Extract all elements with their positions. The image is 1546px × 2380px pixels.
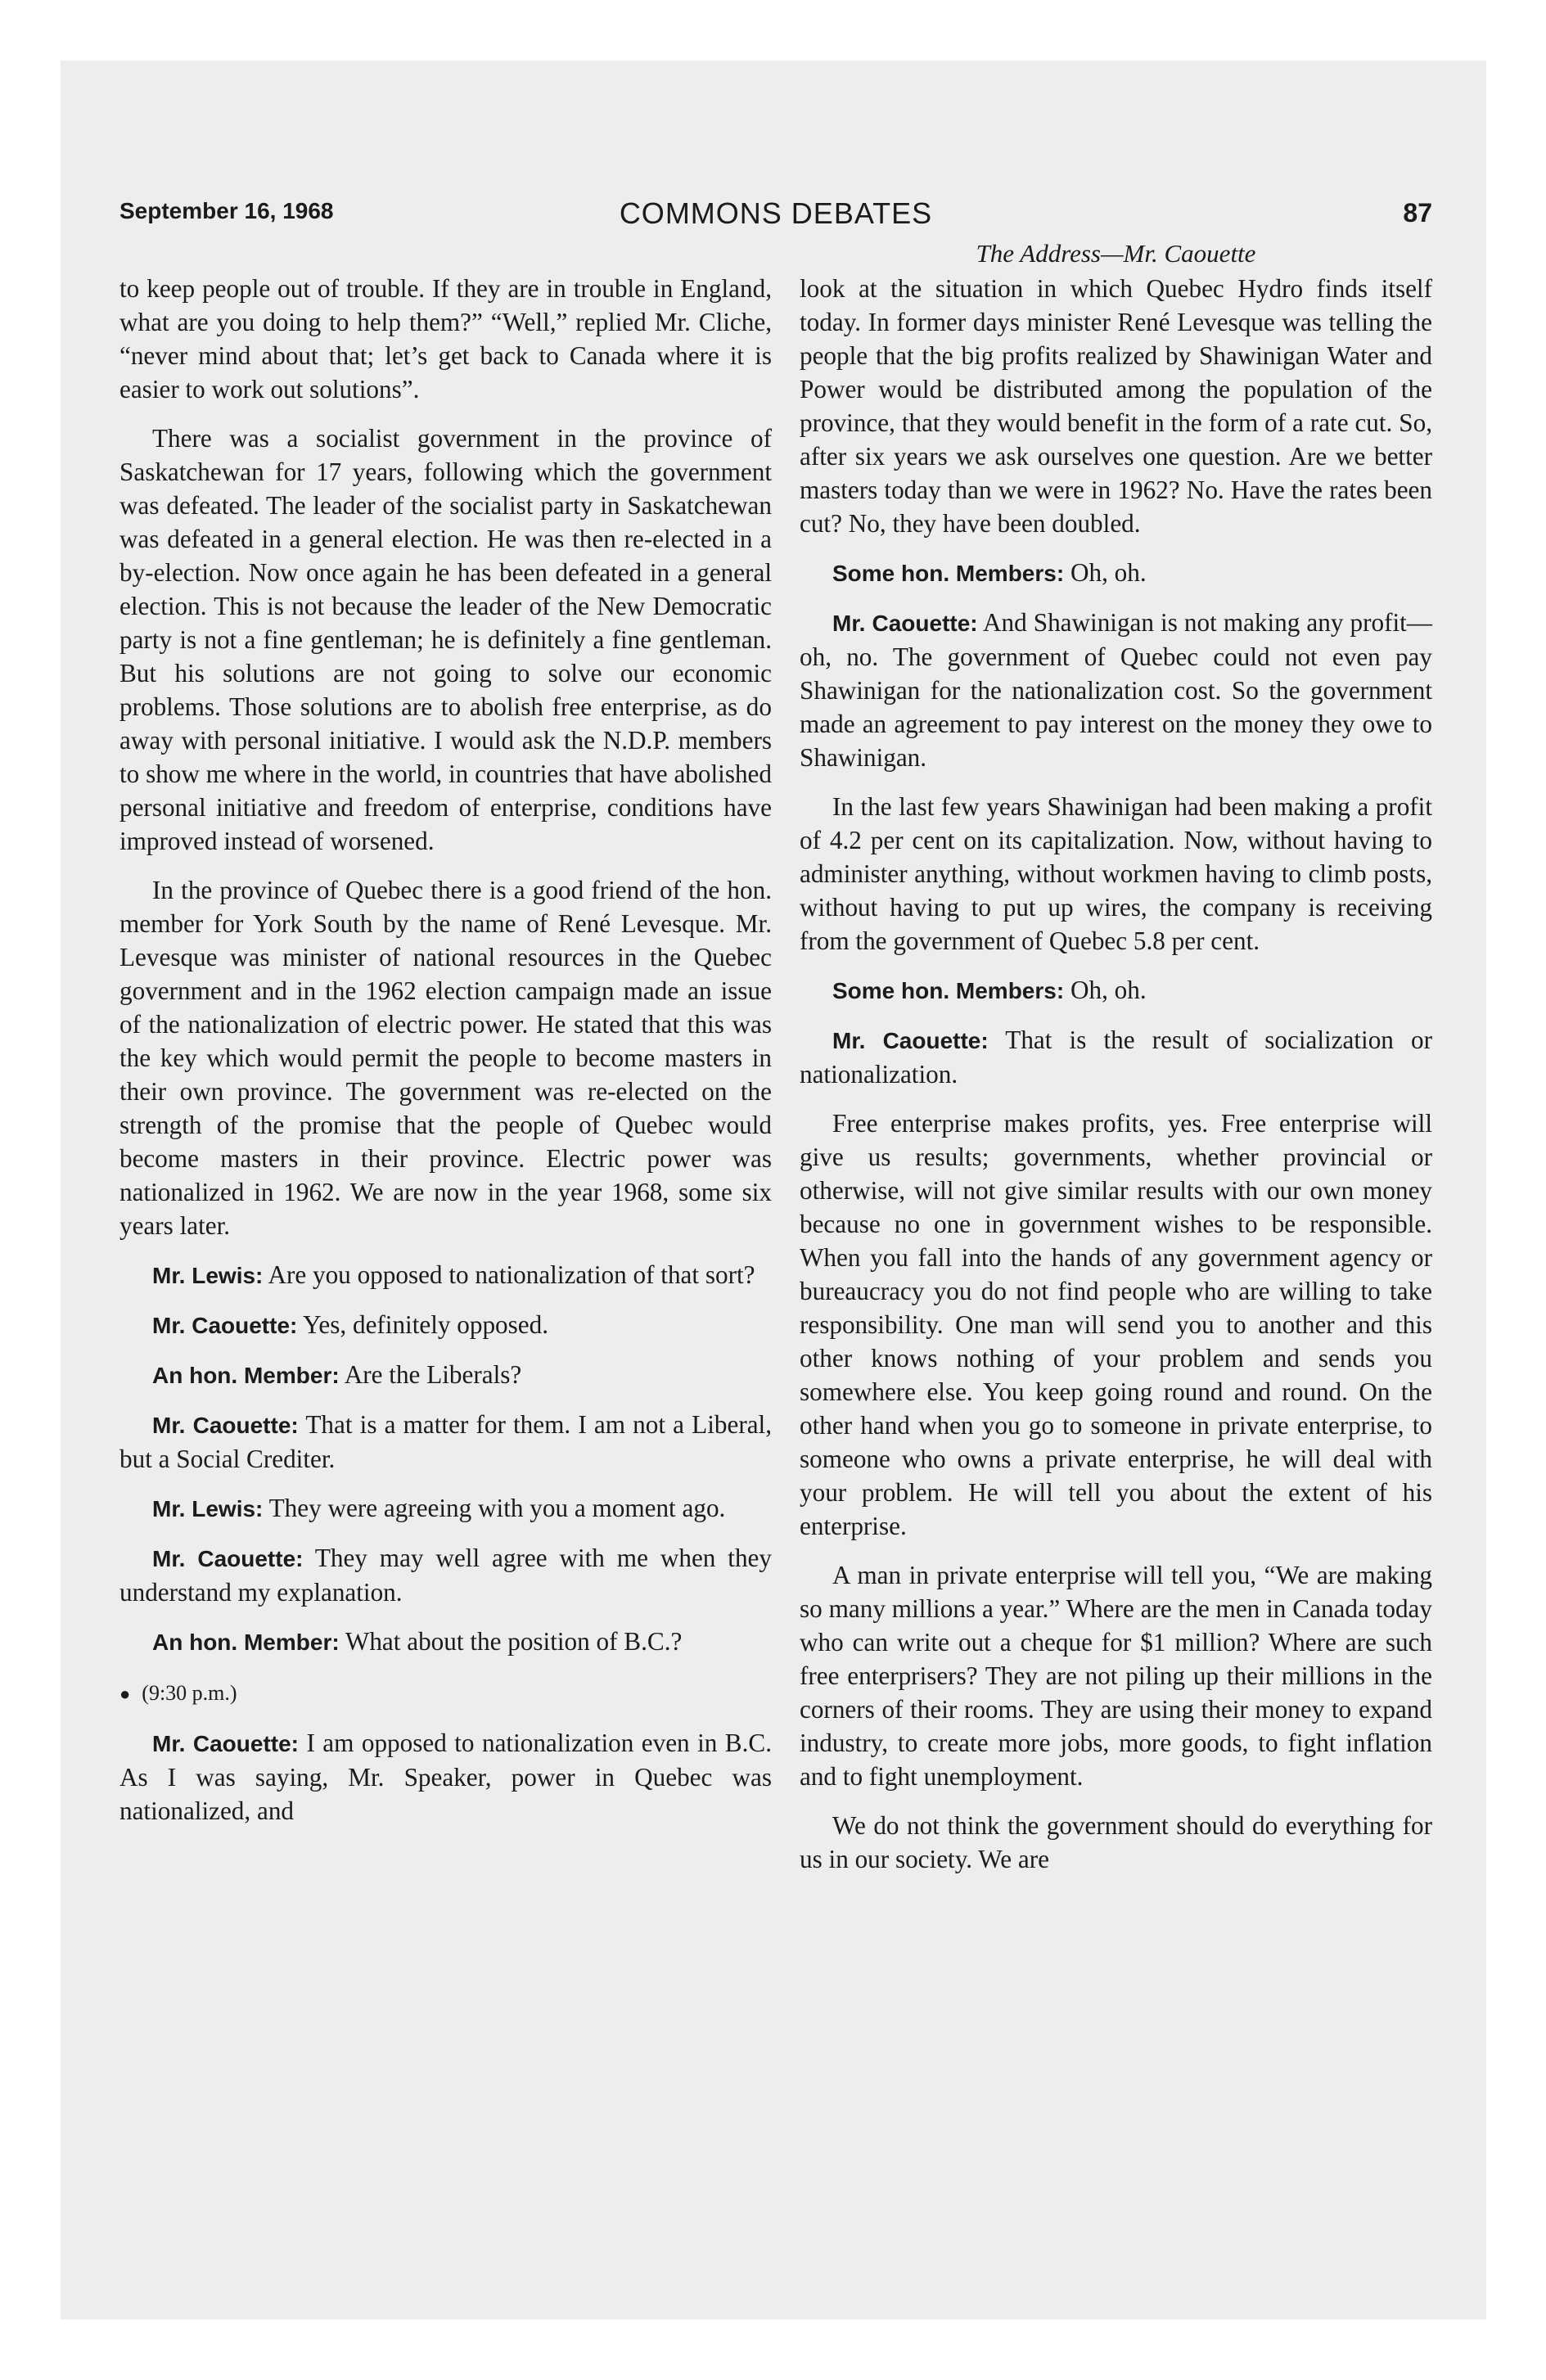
page-header: [119, 195, 1432, 236]
speech-text: That is the result of socialization or nationalization.: [800, 1025, 1432, 1089]
paragraph: Free enterprise makes profits, yes. Free enterprise will give us results; governments, whether provincial or otherwise, will not give similar results with our own money because no one in government wishes to be responsible. When you fall into the hands of any government agency or bureaucracy you do not find people who are willing to take responsibility. One man will send you to another and this other knows nothing of your problem and sends you somewhere else. You keep going round and round. On the other hand when you go to someone in private enterprise, to someone who owns a private enterprise, he will deal with your problem. He will tell you about the extent of his enterprise.: [800, 1109, 1432, 1540]
speech-text: I am opposed to nationalization even in B.C. As I was saying, Mr. Speaker, power in Quebec was nationalized, and: [119, 1729, 772, 1825]
speaker-name: Mr. Caouette:: [832, 611, 978, 636]
header-title: COMMONS DEBATES: [619, 196, 933, 230]
speech-text: Oh, oh.: [1064, 558, 1147, 587]
speech: [119, 1541, 772, 1609]
speech: [800, 1023, 1432, 1091]
speech: [119, 1726, 772, 1828]
speaker-name: Mr. Lewis:: [152, 1263, 264, 1288]
speech: [800, 973, 1432, 1007]
speaker-name: Mr. Caouette:: [152, 1546, 304, 1571]
speech-text: And Shawinigan is not making any profit—oh, no. The government of Quebec could not even pay Shawinigan for the nationalization cost. So the government made an agreement to pay interest on the money they owe to Shawinigan.: [800, 608, 1432, 772]
speaker-name: An hon. Member:: [152, 1629, 340, 1655]
speaker-name: Some hon. Members:: [832, 978, 1065, 1003]
speech-text: Are the Liberals?: [339, 1360, 522, 1389]
speaker-name: Mr. Caouette:: [152, 1313, 298, 1338]
speech: [119, 1308, 772, 1342]
running-head: The Address—Mr. Caouette: [976, 239, 1256, 268]
speech-text: That is a matter for them. I am not a Liberal, but a Social Crediter.: [119, 1410, 773, 1473]
speech-text: They were agreeing with you a moment ago.: [263, 1494, 726, 1522]
speech: [119, 1358, 772, 1392]
timestamp: (9:30 p.m.): [142, 1681, 237, 1705]
paragraph: In the province of Quebec there is a good friend of the hon. member for York South by the name of René Levesque. Mr. Levesque was minister of national resources in the Quebec government and in the 1962 election campaign made an issue of the nationalization of electric power. He stated that this was the key which would permit the people to become masters in their own province. The government was re-elected on the strength of the promise that the people of Quebec would become masters in their province. Electric power was nationalized in 1962. We are now in the year 1968, some six years later.: [119, 876, 772, 1240]
paragraph: look at the situation in which Quebec Hydro finds itself today. In former days minister René Levesque was telling the people that the big profits realized by Shawinigan Water and Power would be distributed among the population of the province, that they would benefit in the form of a rate cut. So, after six years we ask ourselves one question. Are we better masters today than we were in 1962? No. Have the rates been cut? No, they have been doubled.: [800, 274, 1432, 538]
speech: [119, 1258, 772, 1292]
left-column: [119, 272, 772, 1843]
speech: [119, 1491, 772, 1526]
speech: [800, 606, 1432, 774]
paragraph: There was a socialist government in the province of Saskatchewan for 17 years, following which the government was defeated. The leader of the socialist party in Saskatchewan was defeated in a general election. He was then re-elected in a by-election. Now once again he has been defeated in a general election. This is not because the leader of the New Democratic party is not a fine gentleman; he is definitely a fine gentleman. But his solutions are not going to solve our economic problems. Those solutions are to abolish free enterprise, as do away with personal initiative. I would ask the N.D.P. members to show me where in the world, in countries that have abolished personal initiative and freedom of enterprise, conditions have improved instead of worsened.: [119, 424, 772, 855]
paragraph: We do not think the government should do everything for us in our society. We are: [800, 1811, 1432, 1873]
paragraph: A man in private enterprise will tell you, “We are making so many millions a year.” Where are the men in Canada today who can write out a cheque for $1 million? Where are such free enterprisers? They are not piling up their millions in the corners of their rooms. They are using their money to expand industry, to create more jobs, more goods, to fight inflation and to fight unemployment.: [800, 1561, 1432, 1791]
speech: [119, 1625, 772, 1659]
speech: [800, 556, 1432, 590]
header-date: September 16, 1968: [119, 198, 334, 223]
speaker-name: Mr. Caouette:: [152, 1413, 299, 1438]
bullet-icon: ●: [119, 1684, 131, 1704]
paragraph: to keep people out of trouble. If they are in trouble in England, what are you doing to help them?” “Well,” replied Mr. Cliche, “never mind about that; let’s get back to Canada where it is easier to work out solutions”.: [119, 274, 772, 403]
speech-text: Are you opposed to nationalization of that sort?: [263, 1260, 755, 1289]
speaker-name: Some hon. Members:: [832, 561, 1065, 586]
speaker-name: Mr. Caouette:: [832, 1028, 989, 1053]
speaker-name: An hon. Member:: [152, 1363, 340, 1388]
speech-text: They may well agree with me when they understand my explanation.: [119, 1544, 772, 1607]
speech-text: What about the position of B.C.?: [339, 1627, 683, 1656]
time-marker: [119, 1675, 772, 1711]
page-number: 87: [1403, 198, 1432, 228]
paragraph: In the last few years Shawinigan had been making a profit of 4.2 per cent on its capitalization. Now, without having to administer anything, without workmen having to climb posts, without having to put up wires, the company is receiving from the government of Quebec 5.8 per cent.: [800, 792, 1432, 955]
speech-text: Yes, definitely opposed.: [297, 1310, 549, 1339]
speech: [119, 1408, 772, 1476]
speaker-name: Mr. Caouette:: [152, 1731, 300, 1756]
speech-text: Oh, oh.: [1064, 976, 1147, 1004]
right-column: [800, 272, 1432, 1891]
speaker-name: Mr. Lewis:: [152, 1496, 264, 1521]
